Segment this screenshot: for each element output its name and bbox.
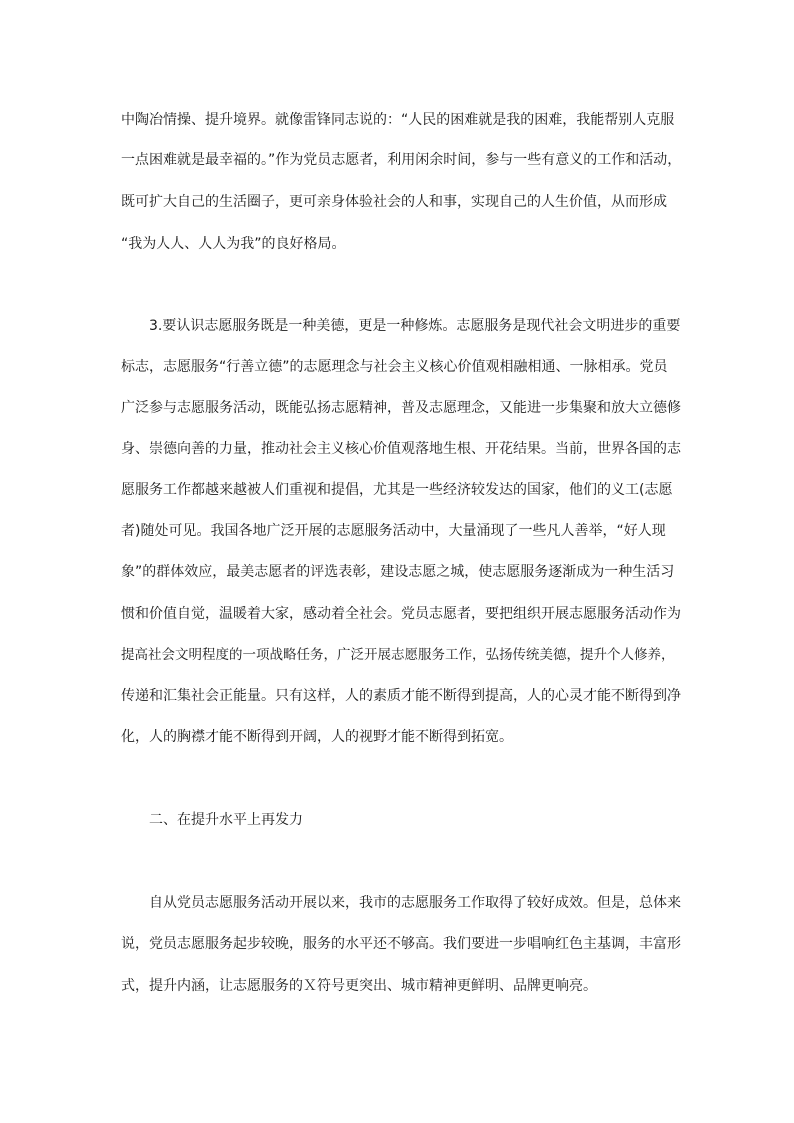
paragraph-line: “我为人人、人人为我”的良好格局。 xyxy=(121,236,346,252)
paragraph-line: 式，提升内涵，让志愿服务的Ｘ符号更突出、城市精神更鲜明、品牌更响亮。 xyxy=(121,978,597,994)
paragraph-line: 者)随处可见。我国各地广泛开展的志愿服务活动中，大量涌现了一些凡人善举，“好人现 xyxy=(121,523,666,539)
paragraph-line: 身、崇德向善的力量，推动社会主义核心价值观落地生根、开花结果。当前，世界各国的志 xyxy=(121,441,681,457)
paragraph-line: 象”的群体效应，最美志愿者的评选表彰，建设志愿之城，使志愿服务逐渐成为一种生活习 xyxy=(121,564,675,580)
paragraph-line: 既可扩大自己的生活圈子，更可亲身体验社会的人和事，实现自己的人生价值，从而形成 xyxy=(121,194,667,210)
paragraph-line: 愿服务工作都越来越被人们重视和提倡，尤其是一些经济较发达的国家，他们的义工(志愿 xyxy=(121,482,673,498)
paragraph-line: 提高社会文明程度的一项战略任务，广泛开展志愿服务工作，弘扬传统美德，提升个人修养， xyxy=(121,647,675,663)
paragraph-line: 广泛参与志愿服务活动，既能弘扬志愿精神，普及志愿理念，又能进一步集聚和放大立德修 xyxy=(121,400,681,416)
paragraph-line: 一点困难就是最幸福的。”作为党员志愿者，利用闲余时间，参与一些有意义的工作和活动， xyxy=(121,152,682,168)
paragraph-line: 中陶冶情操、提升境界。就像雷锋同志说的：“人民的困难就是我的困难，我能帮别人克服 xyxy=(121,112,675,128)
paragraph-line: 惯和价值自觉，温暖着大家，感动着全社会。党员志愿者，要把组织开展志愿服务活动作为 xyxy=(121,606,681,622)
paragraph-line: 化，人的胸襟才能不断得到开阔，人的视野才能不断得到拓宽。 xyxy=(121,729,513,745)
paragraph-line: 3.要认识志愿服务既是一种美德，更是一种修炼。志愿服务是现代社会文明进步的重要 xyxy=(149,318,681,334)
paragraph-line: 说，党员志愿服务起步较晚，服务的水平还不够高。我们要进一步唱响红色主基调，丰富形 xyxy=(121,936,681,952)
section-heading-text: 二、在提升水平上再发力 xyxy=(149,812,303,828)
paragraph-line: 标志，志愿服务“行善立德”的志愿理念与社会主义核心价值观相融相通、一脉相承。党员 xyxy=(121,359,668,375)
paragraph-line: 自从党员志愿服务活动开展以来，我市的志愿服务工作取得了较好成效。但是，总体来 xyxy=(149,895,681,911)
paragraph-line: 传递和汇集社会正能量。只有这样，人的素质才能不断得到提高，人的心灵才能不断得到净 xyxy=(121,688,681,704)
